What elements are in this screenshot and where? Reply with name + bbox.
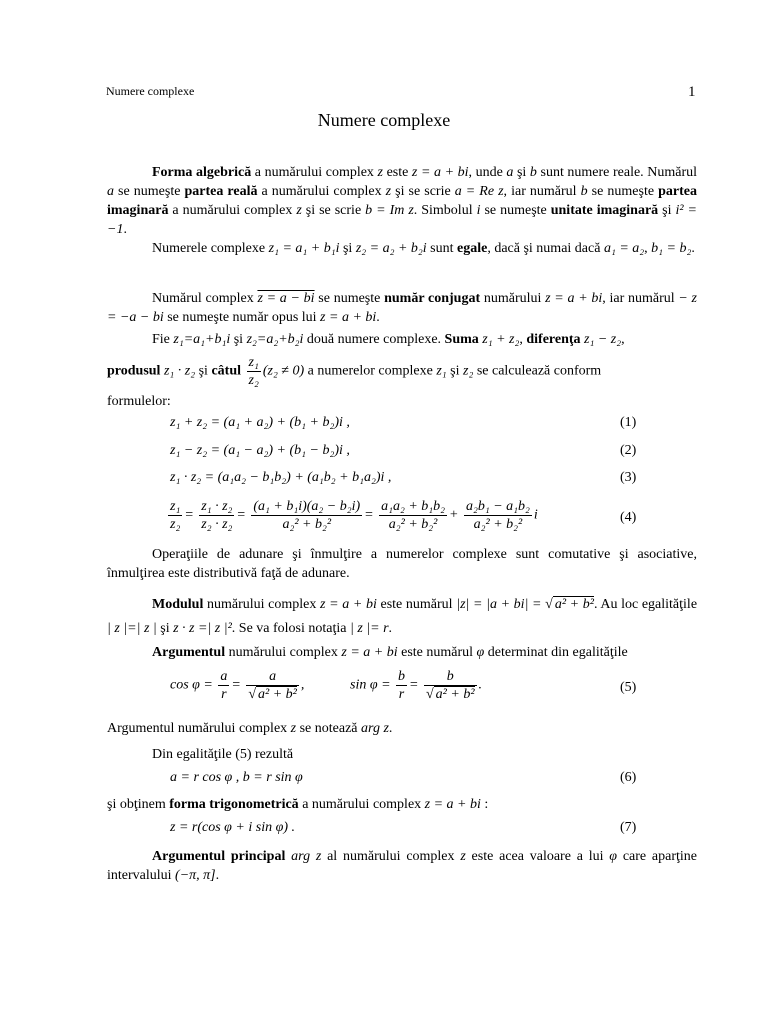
fraction [424,668,477,703]
text: a numărului complex [298,797,425,812]
math: = [409,677,419,693]
equation-4-number: (4) [620,510,637,525]
math: b [529,165,537,180]
term-principal-argument: Argumentul principal [152,849,286,864]
fraction-numerator: a₂b₁ − a₁b₂ [466,499,530,514]
math: z [296,203,302,218]
text: şi se scrie [391,184,455,199]
math: z₁ [436,363,447,379]
fraction-denominator: a₂² + b₂² [282,517,332,532]
math: i [476,203,481,218]
math: z [460,849,466,864]
paragraph-modulus [107,593,697,641]
math: φ [609,849,618,864]
text: Fie [152,332,174,347]
text: , unde [468,165,507,180]
equation-1-number: (1) [620,415,637,430]
math: i² = −1 [107,203,697,237]
term-argument: Argumentul [152,645,226,660]
math: z₁ − z₂ [580,332,622,347]
text: este numărul [376,597,457,612]
text: Numărul complex [152,291,258,306]
math: sin φ = [350,677,391,693]
running-header: Numere complexe [106,84,195,98]
text: . [388,621,393,636]
equation-2: z₁ − z₂ = (a₁ − a₂) + (b₁ − b₂)i , [170,443,350,458]
math: − z = −a − bi [107,291,697,325]
fraction-denominator: z₂ [170,517,181,532]
text: Argumentul numărului complex [107,721,291,736]
paragraph-argument [107,643,697,662]
text: şi [513,165,530,180]
math: z [377,165,383,180]
term-imaginary-unit: unitate imaginară [550,203,659,218]
fraction [379,498,447,533]
equation-6: a = r cos φ , b = r sin φ [170,770,303,785]
math: |z| = |a + bi| = [456,597,546,612]
equation-5-sin: sin φ = $\frac{b}{r}$ = $\frac{b}{\text{√ a² + b²}}$ . [350,669,483,702]
equation-7-number: (7) [620,820,637,835]
paragraph-result: Din egalităţile (5) rezultă [152,747,294,762]
equation-3-number: (3) [620,470,637,485]
math: z₁=a₁+b₁i [173,332,231,347]
paragraph-equality [107,239,697,258]
text: . Au loc egalităţile [593,597,698,612]
math: a [107,184,114,199]
term-product: produsul [107,363,161,379]
equation-7: z = r(cos φ + i sin φ) . [170,820,295,835]
text: şi [195,363,212,379]
text: numărului complex [225,645,342,660]
math: a [506,165,514,180]
text: se numeşte [114,184,185,199]
fraction-numerator: z₁ [170,499,181,514]
text: . [388,721,393,736]
term-quotient: câtul [211,363,241,379]
text: al numărului complex [321,849,461,864]
text: se numeşte [480,203,551,218]
text: şi se scrie [301,203,366,218]
term-conjugate: număr conjugat [384,291,481,306]
fraction-numerator: (a₁ + b₁i)(a₂ − b₂i) [253,499,361,514]
math: cos φ = [170,677,213,693]
math: z = a + bi [341,645,398,660]
math: a = Re z [454,184,504,199]
math: a² + b² [435,687,475,702]
text: numărului [480,291,546,306]
text: . Simbolul [413,203,477,218]
fraction-numerator: a₁a₂ + b₁b₂ [381,499,446,514]
term-modulus: Modulul [152,597,204,612]
equation-5-cos: cos φ = $\frac{a}{r}$ = $\frac{a}{\text{√ a² + b²}}$ , [170,669,305,702]
quotient-fraction [247,354,261,389]
text: . Se va folosi notaţia [231,621,350,636]
math: arg z [361,721,389,736]
term-trig-form: forma trigonometrică [169,797,299,812]
fraction-numerator: z₁ [248,355,259,370]
text: se numeşte [314,291,385,306]
math: z₂=a₂+b₂i [246,332,304,347]
text: Numerele complexe [152,241,269,256]
text: numărului complex [203,597,321,612]
text: . [691,241,695,256]
fraction-denominator: r [221,687,227,702]
text: sunt [426,241,457,256]
text: : [480,797,489,812]
fraction-denominator: r [398,687,405,702]
math: z₂ [463,363,474,379]
math: z · z =| z |² [173,621,232,636]
text: două numere complexe. [303,332,445,347]
text: , [644,241,652,256]
sqrt-sign: √ [545,597,553,612]
text: . [215,868,220,883]
fraction-denominator: a₂² + b₂² [388,517,438,532]
math: b₁ = b₂ [651,241,692,256]
equation-3: z₁ · z₂ = (a₁a₂ − b₁b₂) + (a₁b₂ + b₁a₂)i , [170,470,392,485]
equation-2-number: (2) [620,443,637,458]
fraction-numerator: a [246,668,299,686]
math: | z |= r [349,621,389,636]
term-algebraic-form: Forma algebrică [152,165,252,180]
fraction [396,668,407,703]
math: a² + b² [258,687,297,702]
fraction [246,668,299,703]
fraction [199,498,234,533]
text: . [376,310,380,325]
math: a² + b² [554,597,594,612]
math: φ [476,645,485,660]
text: şi [339,241,356,256]
math: = [231,677,241,693]
text: determinat din egalităţile [484,645,628,660]
math: z₂ = a₂ + b₂i [355,241,427,256]
text: , iar numărul [503,184,581,199]
text: se notează [296,721,362,736]
text: , [621,332,625,347]
math: z = a + bi [424,797,481,812]
text: a numărului complex [168,203,297,218]
text: se numeşte număr opus lui [163,310,321,325]
math: z₁ · z₂ [160,363,196,379]
math: arg z [285,849,322,864]
math: z₁ + z₂ [478,332,520,347]
text: şi [230,332,247,347]
math: b = Im z [365,203,414,218]
fraction-denominator: z₂ [248,373,259,388]
page-title: Numere complexe [317,110,451,130]
text: , iar numărul [602,291,679,306]
page-number: 1 [688,84,696,100]
text: sunt numere reale. Numărul [536,165,698,180]
math: z [290,721,297,736]
paragraph-operations [107,330,697,349]
fraction-denominator: √ a² + b² [425,687,475,702]
fraction [168,498,182,533]
fraction-numerator: a [220,669,228,684]
fraction-numerator: b [424,668,477,686]
paragraph-trig-form [107,795,697,814]
paragraph-conjugate [107,289,697,327]
text: a numerelor complexe [304,363,437,379]
math: z = a + bi [411,165,469,180]
text: , dacă şi numai dacă [487,241,604,256]
term-equal: egale [457,241,488,256]
text: a numărului complex [257,184,386,199]
text: a numărului complex [251,165,378,180]
fraction-denominator: √ a² + b² [248,687,297,702]
term-difference: diferenţa [526,332,581,347]
fraction [464,498,532,533]
math: b [580,184,588,199]
paragraph-principal-argument [107,847,697,885]
math: a₁ = a₂ [603,241,645,256]
fraction-denominator: a₂² + b₂² [473,517,523,532]
math: | z |=| z | [107,621,157,636]
fraction-numerator: z₁ · z₂ [201,499,233,514]
text: este acea valoare a lui [465,849,610,864]
fraction-denominator: z₂ · z₂ [201,517,233,532]
equation-6-number: (6) [620,770,637,785]
math: (−π, π] [175,868,216,883]
text: şi [156,621,174,636]
text: , [519,332,527,347]
term-sum: Suma [444,332,479,347]
math: z [385,184,392,199]
text: este numărul [397,645,477,660]
fraction-numerator: b [398,669,406,684]
text: se calculează conform [473,363,602,379]
text: şi obţinem [107,797,170,812]
math: z = a − bi [257,291,315,306]
text: este [382,165,412,180]
fraction [251,498,362,533]
paragraph-formulas-label: formulelor: [107,394,171,409]
equation-4: $\frac{\text{z₁}}{\text{z₂}}$ = $\frac{\text{z₁ · z₂}}{\text{z₂ · z₂}}$ = $\frac{\text{(a₁ + b₁i)(a₂ − b₂i)}}{\text{a₂² + b₂²}}$ = $\frac{\text{a₁a₂ + b₁b₂}}{\text{a₂² + b₂²}}$ + $\frac{\text{a₂b₁ − a₁b₂}}{\text{a₂² + b₂²}}$ i [170,499,538,532]
paragraph-operations-cont [107,354,697,389]
text: şi [446,363,463,379]
math: i [533,507,538,523]
math: (z₂ ≠ 0) [262,363,305,379]
text: . [123,222,127,237]
math: z = a + bi [545,291,603,306]
fraction [218,668,229,703]
term-imaginary-part: partea imaginară [107,184,697,218]
text: şi [658,203,676,218]
paragraph-properties: Operaţiile de adunare şi înmulţire a numerelor complexe sunt comutative şi asociative, înmulţirea este distributivă faţă de adunare. [107,547,697,581]
text: se numeşte [587,184,659,199]
paragraph-arg-notation [107,719,697,738]
term-real-part: partea reală [184,184,258,199]
text: care aparţine intervalului [107,849,697,883]
math: z₁ = a₁ + b₁i [268,241,340,256]
math: z = a + bi [320,597,377,612]
paragraph-algebraic-form [107,163,697,239]
equation-5-number: (5) [620,680,637,695]
equation-1: z₁ + z₂ = (a₁ + a₂) + (b₁ + b₂)i , [170,415,350,430]
math: z = a + bi [320,310,377,325]
